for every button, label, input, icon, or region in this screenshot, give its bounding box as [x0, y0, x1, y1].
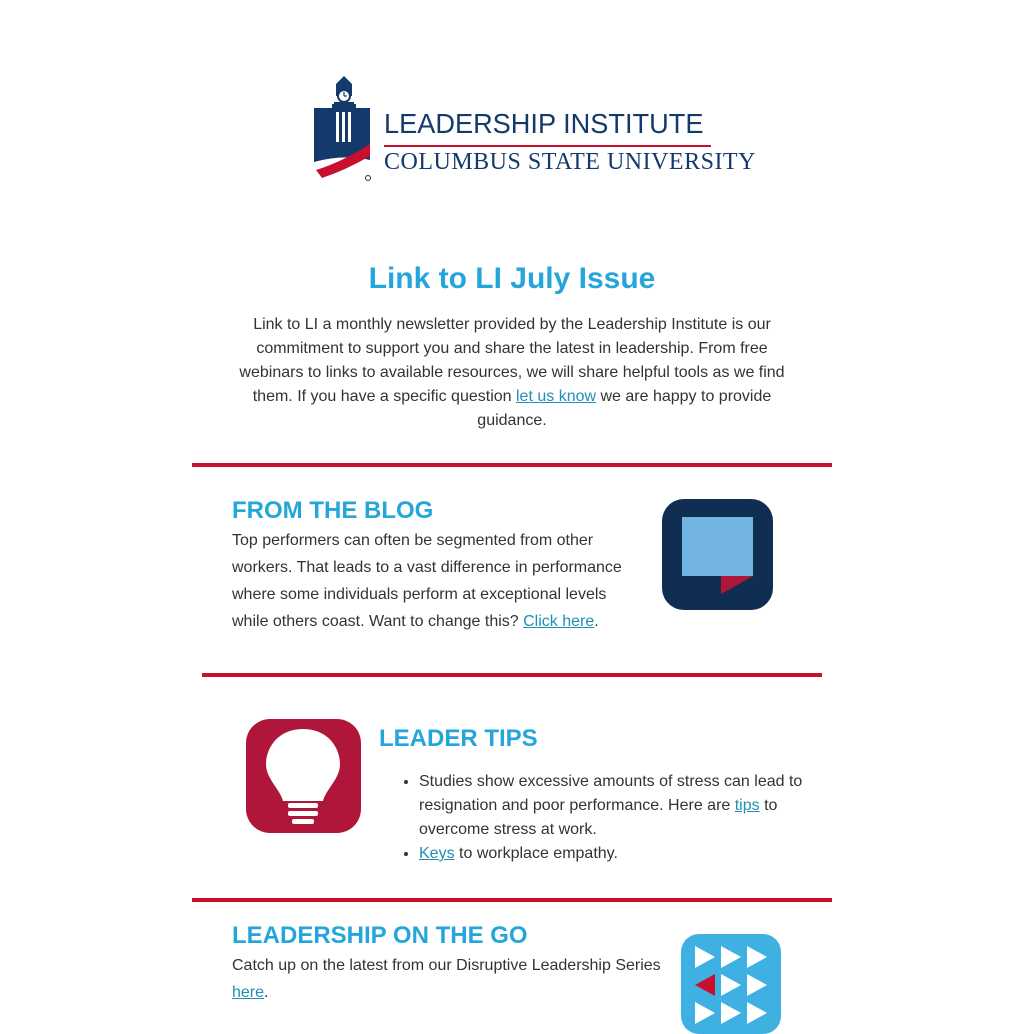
blog-heading: FROM THE BLOG — [232, 497, 434, 524]
onthego-heading: LEADERSHIP ON THE GO — [232, 922, 528, 949]
intro-paragraph — [236, 313, 788, 433]
lightbulb-icon — [246, 719, 361, 833]
tips-heading: LEADER TIPS — [379, 725, 538, 752]
leadership-institute-logo — [312, 74, 756, 184]
tips-list — [379, 770, 839, 866]
play-arrows-icon — [681, 934, 781, 1034]
tip-text: Studies show excessive amounts of stress can lead to resignation and poor performance. Here are — [419, 773, 803, 814]
let-us-know-link[interactable]: let us know — [516, 388, 597, 405]
logo-divider — [384, 145, 711, 147]
chat-bubble-icon — [662, 499, 773, 610]
section-divider — [192, 898, 832, 902]
blog-text: Top performers can often be segmented from other workers. That leads to a vast difference in performance where some individuals perform at exceptional levels while others coast. Want to change this? — [232, 532, 622, 630]
onthego-text: Catch up on the latest from our Disruptive Leadership Series — [232, 957, 661, 974]
tip-text-end: to workplace empathy. — [454, 845, 618, 862]
section-divider — [202, 673, 822, 677]
onthego-paragraph — [232, 952, 672, 1006]
blog-trailing: . — [594, 613, 599, 630]
onthego-trailing: . — [264, 984, 269, 1001]
page-title: Link to LI July Issue — [368, 262, 656, 295]
logo-title: LEADERSHIP INSTITUTE — [384, 108, 704, 139]
logo-subtitle: COLUMBUS STATE UNIVERSITY — [384, 149, 756, 175]
tip-text-end: to overcome stress at work. — [419, 797, 778, 838]
list-item — [419, 770, 839, 842]
list-item — [419, 842, 839, 866]
intro-text-end: we are happy to provide guidance. — [477, 388, 772, 429]
keys-link[interactable]: Keys — [419, 845, 455, 862]
clock-tower-emblem-icon — [312, 74, 376, 184]
intro-text: Link to LI a monthly newsletter provided by the Leadership Institute is our commitment to support you and share the latest in leadership. From free webinars to links to available resources, we will share helpful tools as we find them. If you have a specific question — [239, 316, 785, 405]
tips-link[interactable]: tips — [734, 797, 760, 814]
onthego-here-link[interactable]: here — [232, 984, 265, 1001]
blog-click-here-link[interactable]: Click here — [523, 613, 595, 630]
blog-paragraph — [232, 527, 632, 635]
section-divider — [192, 463, 832, 467]
